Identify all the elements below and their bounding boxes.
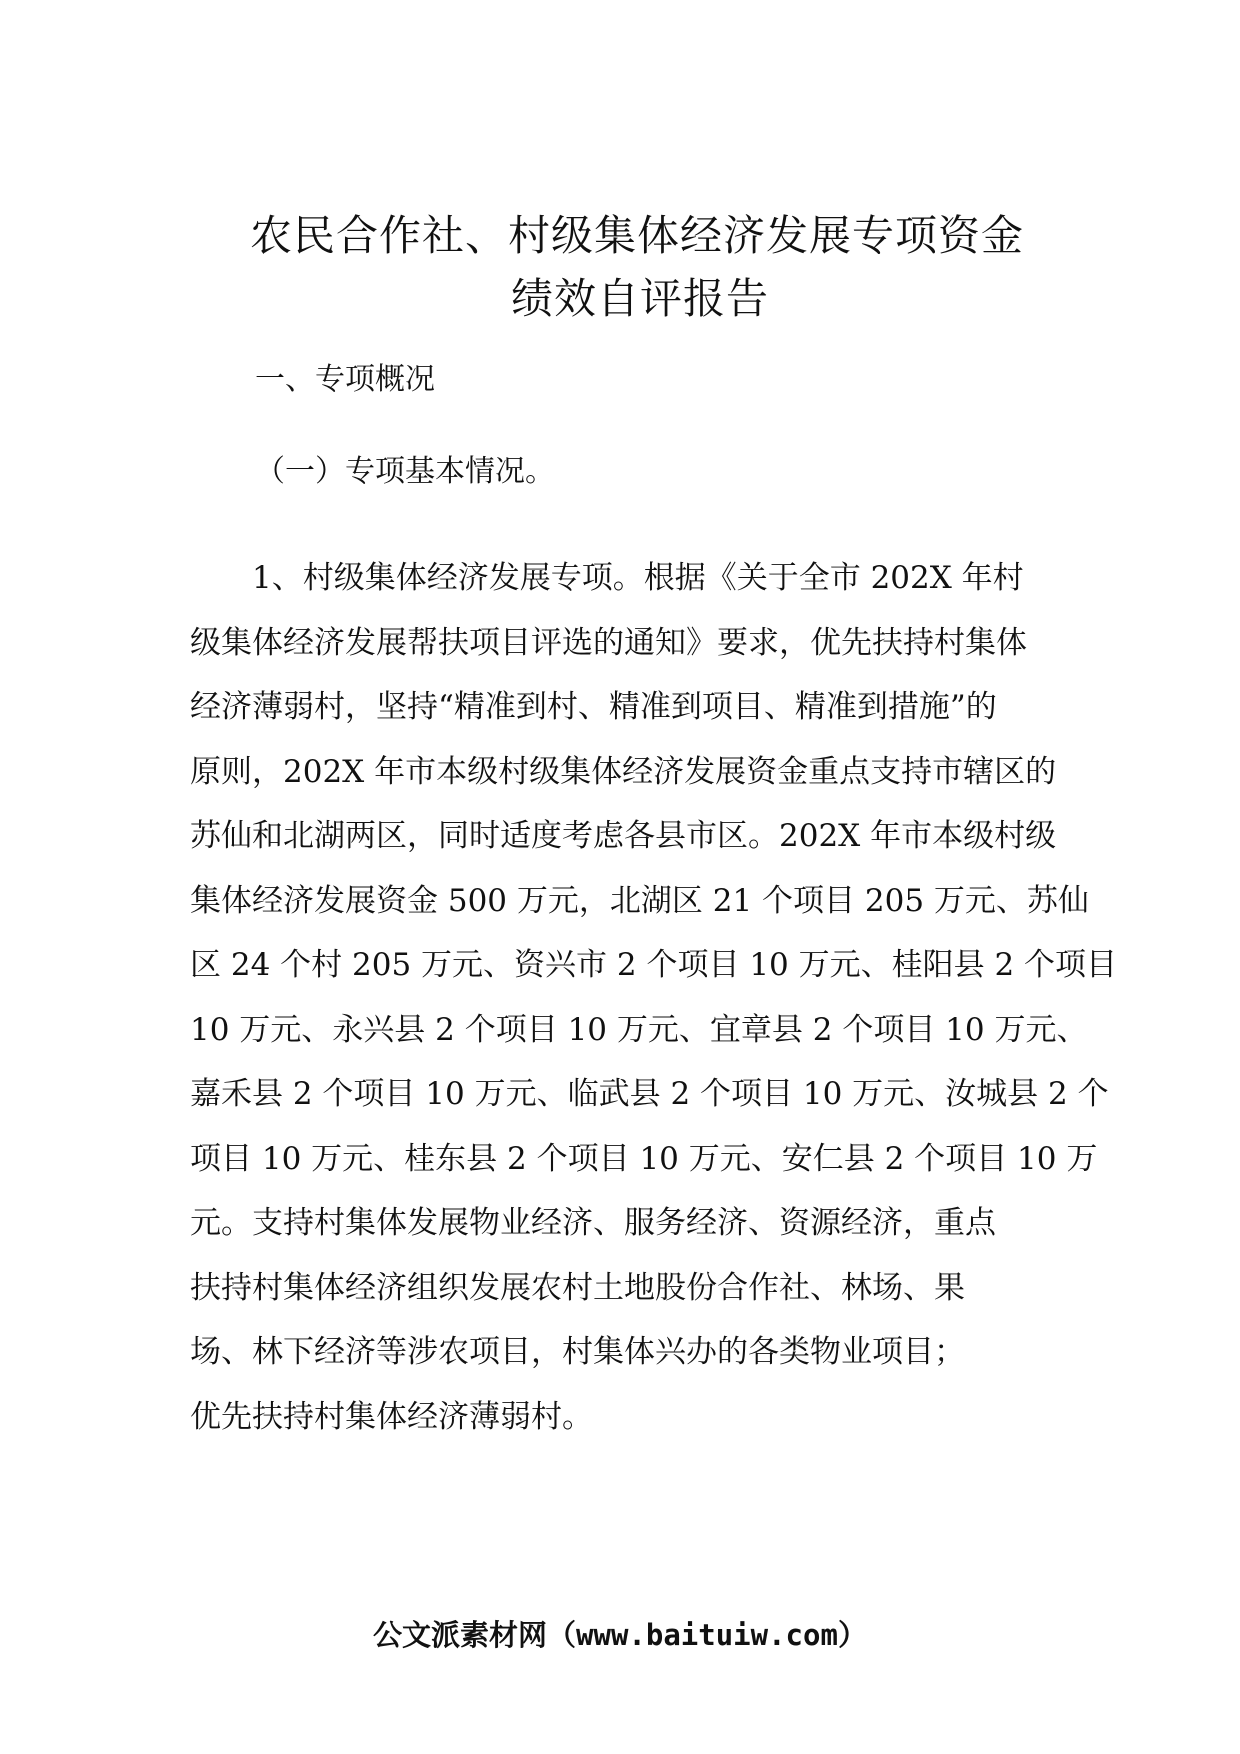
paragraph-line: 项目 10 万元、桂东县 2 个项目 10 万元、安仁县 2 个项目 10 万	[190, 1140, 1098, 1177]
paragraph-line: 扶持村集体经济组织发展农村土地股份合作社、林场、果	[190, 1269, 965, 1306]
paragraph-line: 10 万元、永兴县 2 个项目 10 万元、宜章县 2 个项目 10 万元、	[190, 1011, 1088, 1048]
document-title-line-1: 农民合作社、村级集体经济发展专项资金	[250, 211, 1025, 260]
paragraph-line: 经济薄弱村，坚持“精准到村、精准到项目、精准到措施”的	[190, 689, 997, 725]
body-paragraph	[190, 546, 1118, 1449]
paragraph-line: 场、林下经济等涉农项目，村集体兴办的各类物业项目；	[190, 1334, 965, 1370]
paragraph-line: 元。支持村集体发展物业经济、服务经济、资源经济，重点	[190, 1205, 996, 1241]
paragraph-line: 苏仙和北湖两区，同时适度考虑各县市区。202X 年市本级村级	[190, 818, 1057, 854]
paragraph-line: 区 24 个村 205 万元、资兴市 2 个项目 10 万元、桂阳县 2 个项目	[190, 947, 1118, 983]
paragraph-line: 1、村级集体经济发展专项。根据《关于全市 202X 年村	[190, 560, 1024, 596]
paragraph-line: 原则，202X 年市本级村级集体经济发展资金重点支持市辖区的	[190, 753, 1057, 790]
document-title-line-2: 绩效自评报告	[510, 274, 769, 323]
paragraph-line: 级集体经济发展帮扶项目评选的通知》要求，优先扶持村集体	[190, 624, 1027, 661]
footer-watermark: 公文派素材网（www.baituiw.com）	[373, 1618, 867, 1652]
section-heading-overview: 一、专项概况	[255, 362, 435, 397]
paragraph-line: 嘉禾县 2 个项目 10 万元、临武县 2 个项目 10 万元、汝城县 2 个	[190, 1076, 1109, 1112]
paragraph-line: 集体经济发展资金 500 万元，北湖区 21 个项目 205 万元、苏仙	[190, 882, 1089, 919]
paragraph-line: 优先扶持村集体经济薄弱村。	[190, 1398, 593, 1435]
subsection-heading-basic-info: （一）专项基本情况。	[255, 454, 555, 489]
